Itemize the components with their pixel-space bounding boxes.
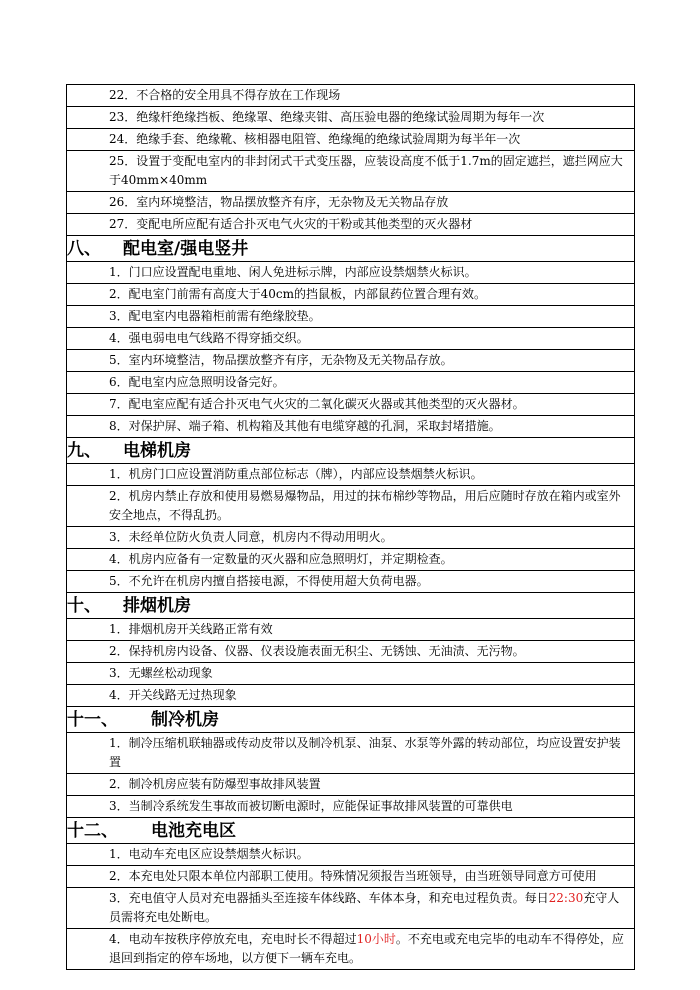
item-text-continued: 充守人员需将充电处断电。 xyxy=(109,891,620,924)
checklist-item xyxy=(67,796,634,818)
item-text: 24．绝缘手套、绝缘靴、核相器电阻管、绝缘绳的绝缘试验周期为每半年一次 xyxy=(109,132,521,146)
section-heading xyxy=(67,438,634,464)
item-text: 4．电动车按秩序停放充电，充电时长不得超过 xyxy=(109,932,357,946)
section-number: 十一、 xyxy=(67,710,118,730)
checklist-item xyxy=(67,107,634,129)
section-heading xyxy=(67,707,634,733)
section-heading xyxy=(67,818,634,844)
item-text: 1．排烟机房开关线路正常有效 xyxy=(109,622,273,636)
item-text: 2．保持机房内设备、仪器、仪表设施表面无积尘、无锈蚀、无油渍、无污物。 xyxy=(109,644,525,658)
checklist-item xyxy=(67,619,634,641)
checklist-item xyxy=(67,214,634,236)
section-number: 十、 xyxy=(67,596,101,616)
checklist-table xyxy=(66,84,635,970)
checklist-item xyxy=(67,416,634,438)
item-text: 25．设置于变配电室内的非封闭式干式变压器，应装设高度不低于1.7m的固定遮拦，遮拦网应大于40mm×40mm xyxy=(109,154,623,187)
checklist-item xyxy=(67,571,634,593)
checklist-item xyxy=(67,192,634,214)
item-text: 2．配电室门前需有高度大于40cm的挡鼠板，内部鼠药位置合理有效。 xyxy=(109,287,487,301)
section-heading xyxy=(67,236,634,262)
checklist-item xyxy=(67,372,634,394)
checklist-item xyxy=(67,306,634,328)
checklist-item xyxy=(67,549,634,571)
item-text: 3．配电室内电器箱柜前需有绝缘胶垫。 xyxy=(109,309,321,323)
section-title: 电梯机房 xyxy=(123,441,191,461)
section-number: 十二、 xyxy=(67,821,118,841)
section-title: 配电室/强电竖井 xyxy=(123,239,249,259)
checklist-item xyxy=(67,129,634,151)
item-text: 22．不合格的安全用具不得存放在工作现场 xyxy=(109,88,341,102)
item-text: 3．无螺丝松动现象 xyxy=(109,666,213,680)
item-text: 1．电动车充电区应设禁烟禁火标识。 xyxy=(109,847,309,861)
checklist-item xyxy=(67,866,634,888)
item-text: 4．开关线路无过热现象 xyxy=(109,688,237,702)
item-text: 27．变配电所应配有适合扑灭电气火灾的干粉或其他类型的灭火器材 xyxy=(109,217,473,231)
checklist-item xyxy=(67,685,634,707)
checklist-item xyxy=(67,394,634,416)
item-text: 8．对保护屏、端子箱、机构箱及其他有电缆穿越的孔洞，采取封堵措施。 xyxy=(109,419,501,433)
checklist-item xyxy=(67,84,634,107)
checklist-item xyxy=(67,663,634,685)
item-text-continued: 。不充电或充电完毕的电动车不得停处，应退回到指定的停车场地，以方便下一辆车充电。 xyxy=(109,932,624,965)
item-text: 6．配电室内应急照明设备完好。 xyxy=(109,375,285,389)
checklist-item xyxy=(67,733,634,774)
item-text: 4．强电弱电电气线路不得穿插交织。 xyxy=(109,331,309,345)
section-number: 八、 xyxy=(67,239,101,259)
checklist-item xyxy=(67,844,634,866)
checklist-item xyxy=(67,888,634,929)
checklist-item xyxy=(67,328,634,350)
item-text: 7．配电室应配有适合扑灭电气火灾的二氧化碳灭火器或其他类型的灭火器材。 xyxy=(109,397,525,411)
item-text: 5．不允许在机房内擅自搭接电源，不得使用超大负荷电器。 xyxy=(109,574,429,588)
checklist-item xyxy=(67,284,634,306)
item-text: 2．本充电处只限本单位内部职工使用。特殊情况须报告当班领导，由当班领导同意方可使用 xyxy=(109,869,597,883)
checklist-item xyxy=(67,641,634,663)
section-title: 制冷机房 xyxy=(151,710,219,730)
section-title: 排烟机房 xyxy=(123,596,191,616)
checklist-item xyxy=(67,350,634,372)
checklist-item xyxy=(67,486,634,527)
item-text: 3．未经单位防火负责人同意，机房内不得动用明火。 xyxy=(109,530,393,544)
item-text: 23．绝缘杆绝缘挡板、绝缘罩、绝缘夹钳、高压验电器的绝缘试验周期为每年一次 xyxy=(109,110,545,124)
item-text: 3．充电值守人员对充电器插头至连接车体线路、车体本身，和充电过程负责。每日 xyxy=(109,891,549,905)
checklist-item xyxy=(67,527,634,549)
item-text: 1．门口应设置配电重地、闲人免进标示牌，内部应设禁烟禁火标识。 xyxy=(109,265,477,279)
checklist-item xyxy=(67,464,634,486)
item-text: 1．机房门口应设置消防重点部位标志（牌），内部应设禁烟禁火标识。 xyxy=(109,467,483,481)
section-title: 电池充电区 xyxy=(151,821,236,841)
item-text: 26．室内环境整洁，物品摆放整齐有序，无杂物及无关物品存放 xyxy=(109,195,449,209)
checklist-item xyxy=(67,774,634,796)
section-number: 九、 xyxy=(67,441,101,461)
item-text: 2．机房内禁止存放和使用易燃易爆物品，用过的抹布棉纱等物品，用后应随时存放在箱内或室外安全地点，不得乱扔。 xyxy=(109,489,621,522)
checklist-item xyxy=(67,151,634,192)
item-text: 4．机房内应备有一定数量的灭火器和应急照明灯，并定期检查。 xyxy=(109,552,453,566)
checklist-item xyxy=(67,929,634,970)
checklist-item xyxy=(67,262,634,284)
highlighted-value: 22:30 xyxy=(548,891,584,905)
item-text: 3．当制冷系统发生事故而被切断电源时，应能保证事故排风装置的可靠供电 xyxy=(109,799,513,813)
highlighted-value: 10小时 xyxy=(356,932,396,946)
section-heading xyxy=(67,593,634,619)
item-text: 2．制冷机房应装有防爆型事故排风装置 xyxy=(109,777,321,791)
item-text: 1．制冷压缩机联轴器或传动皮带以及制冷机泵、油泵、水泵等外露的转动部位，均应设置安护装置 xyxy=(109,736,621,769)
item-text: 5．室内环境整洁，物品摆放整齐有序，无杂物及无关物品存放。 xyxy=(109,353,453,367)
